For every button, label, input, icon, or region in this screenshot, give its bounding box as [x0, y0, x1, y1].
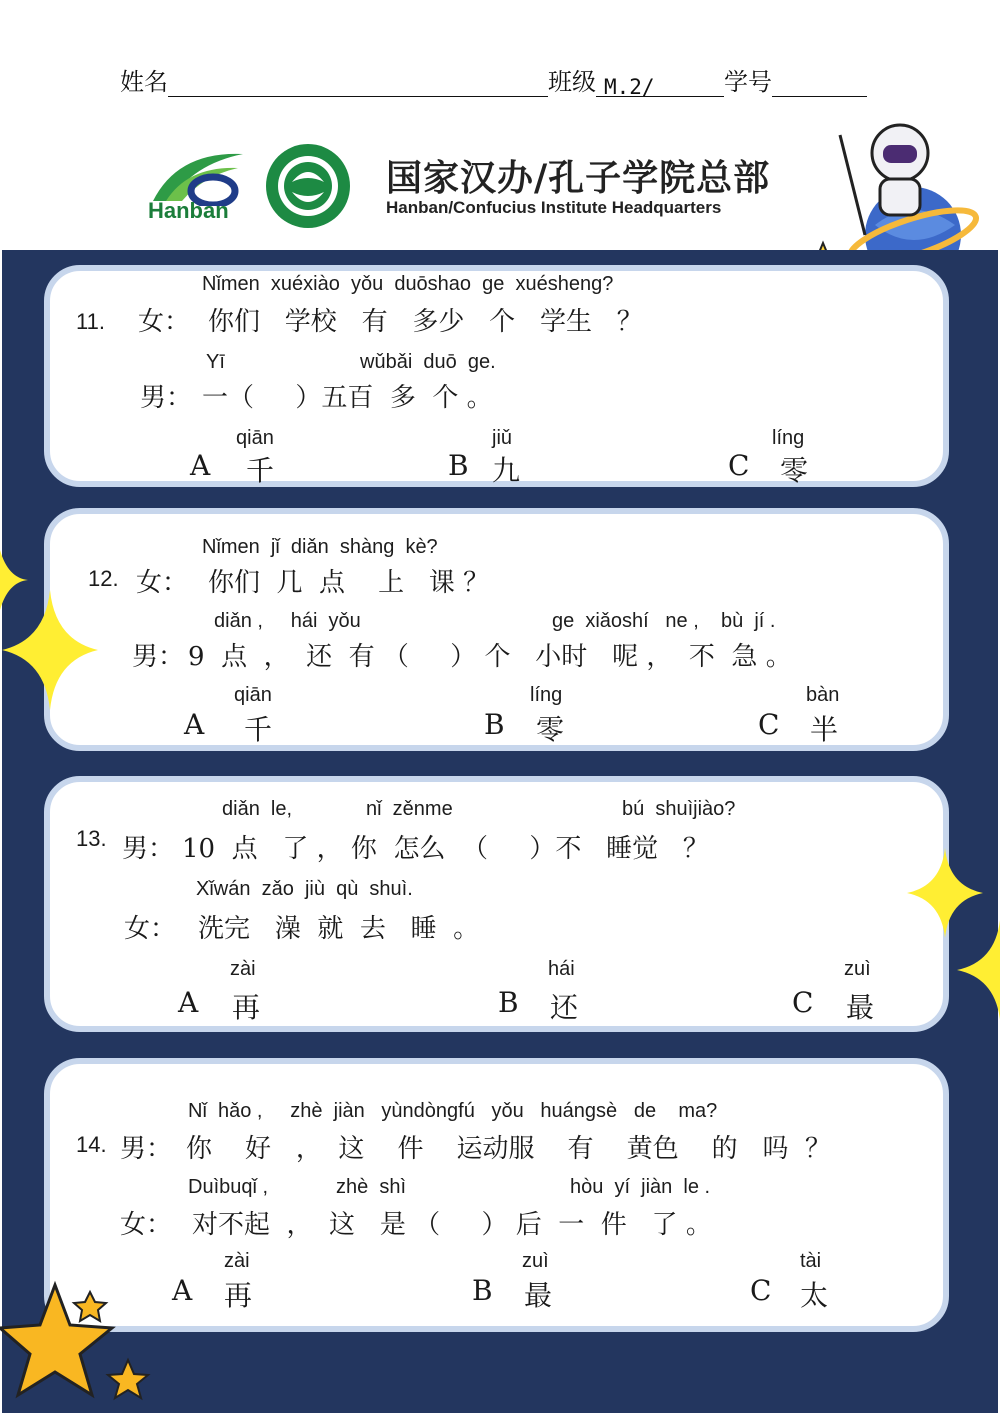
question-card-13: [44, 776, 949, 1032]
class-value: M.2/: [604, 75, 655, 99]
q14-option-b-pinyin: zuì: [522, 1250, 549, 1272]
confucius-institute-seal-icon: [264, 142, 352, 230]
q11-option-a-letter[interactable]: A: [190, 449, 211, 482]
q14-speaker-female: 女：: [120, 1210, 173, 1240]
q14-option-b-hanzi[interactable]: 最: [524, 1279, 553, 1312]
q11-speaker-male: 男：: [140, 383, 193, 413]
q13-speaker-male: 男：: [122, 834, 175, 864]
q12-option-b-letter[interactable]: B: [484, 708, 505, 741]
q11-answer-text: 一（ ）五百 多 个 。: [202, 383, 493, 413]
q12-speaker-female: 女：: [136, 568, 189, 598]
q11-option-c-letter[interactable]: C: [728, 449, 750, 482]
q12-option-a-hanzi[interactable]: 千: [244, 713, 273, 746]
q11-speaker-female: 女：: [138, 307, 191, 337]
question-card-11: [44, 265, 949, 487]
student-info-line: [120, 62, 867, 97]
q11-option-b-letter[interactable]: B: [448, 449, 469, 482]
q11-option-a-pinyin: qiān: [236, 427, 274, 449]
q13-speaker-female: 女：: [124, 914, 177, 944]
q12-speaker-male: 男：: [132, 642, 185, 672]
q11-option-b-pinyin: jiǔ: [492, 427, 513, 449]
q14-answer-text: 对不起 ， 这 是 （ ） 后 一 件 了 。: [192, 1210, 712, 1240]
q14-option-a-pinyin: zài: [224, 1250, 250, 1272]
q13-option-a-hanzi[interactable]: 再: [232, 991, 261, 1024]
q14-answer-pinyin-1: Duìbuqǐ ,: [188, 1176, 269, 1198]
q13-option-a-pinyin: zài: [230, 958, 256, 980]
question-card-14: [44, 1058, 949, 1332]
q14-option-c-hanzi[interactable]: 太: [800, 1279, 829, 1312]
q12-number: 12.: [88, 566, 119, 591]
q12-option-b-pinyin: líng: [530, 684, 563, 706]
q12-question-pinyin: Nǐmen jǐ diǎn shàng kè?: [202, 536, 438, 558]
q12-answer-pinyin-2: ge xiǎoshí ne , bù jí .: [552, 610, 776, 632]
q13-option-b-hanzi[interactable]: 还: [550, 991, 579, 1024]
q11-answer-pinyin-2: wǔbǎi duō ge.: [360, 351, 496, 373]
q12-answer-pinyin-1: diǎn , hái yǒu: [214, 610, 361, 632]
q12-option-c-letter[interactable]: C: [758, 708, 780, 741]
q13-option-b-letter[interactable]: B: [498, 986, 519, 1019]
q13-answer-pinyin: Xǐwán zǎo jiù qù shuì.: [196, 878, 413, 900]
sparkle-star-icon: [0, 590, 100, 710]
question-card-12: [44, 508, 949, 751]
ci-title: 国家汉办/孔子学院总部: [386, 157, 771, 199]
q13-question-pinyin-2: nǐ zěnme: [366, 798, 453, 820]
q11-option-c-pinyin: líng: [772, 427, 805, 449]
q12-option-c-hanzi[interactable]: 半: [810, 713, 839, 746]
name-label: 姓名: [120, 68, 168, 96]
number-label: 学号: [724, 68, 772, 96]
q13-option-c-pinyin: zuì: [844, 958, 871, 980]
q13-number: 13.: [76, 826, 107, 851]
q13-question-pinyin-3: bú shuìjiào?: [622, 798, 736, 820]
q14-option-b-letter[interactable]: B: [472, 1274, 493, 1307]
q14-question-text: 你 好 ， 这 件 运动服 有 黄色 的 吗 ？: [186, 1134, 831, 1164]
q12-option-c-pinyin: bàn: [806, 684, 840, 706]
q11-option-b-hanzi[interactable]: 九: [492, 454, 521, 487]
q11-option-a-hanzi[interactable]: 千: [246, 454, 275, 487]
class-label: 班级: [548, 68, 596, 96]
q13-question-text: 10 点 了 ， 你 怎么 （ ）不 睡觉 ？: [182, 834, 709, 864]
q11-option-c-hanzi[interactable]: 零: [780, 454, 809, 487]
number-blank[interactable]: [772, 72, 867, 97]
q14-option-a-letter[interactable]: A: [172, 1274, 193, 1307]
hanban-swoosh-icon: [148, 146, 248, 206]
q12-option-b-hanzi[interactable]: 零: [536, 713, 565, 746]
q13-option-c-hanzi[interactable]: 最: [846, 991, 875, 1024]
sparkle-star-icon: [955, 920, 1000, 1020]
class-blank[interactable]: [596, 72, 724, 97]
q14-option-c-pinyin: tài: [800, 1250, 822, 1272]
hanban-wordmark: Hanban: [148, 198, 229, 223]
q12-answer-text: 9 点 ， 还 有 （ ） 个 小时 呢 ， 不 急 。: [188, 642, 792, 672]
ci-subtitle: Hanban/Confucius Institute Headquarters: [386, 198, 722, 217]
q13-answer-text: 洗完 澡 就 去 睡 。: [198, 914, 480, 944]
q14-speaker-male: 男：: [120, 1134, 173, 1164]
q12-option-a-pinyin: qiān: [234, 684, 272, 706]
hanban-logo-banner: [140, 138, 820, 238]
q11-question-pinyin: Nǐmen xuéxiào yǒu duōshao ge xuésheng?: [202, 273, 614, 295]
q13-option-a-letter[interactable]: A: [178, 986, 199, 1019]
gold-stars-icon: [0, 1280, 160, 1413]
name-blank[interactable]: [168, 72, 548, 97]
q13-option-b-pinyin: hái: [548, 958, 575, 980]
q14-answer-pinyin-3: hòu yí jiàn le .: [570, 1176, 711, 1198]
q11-number: 11.: [76, 309, 105, 334]
q14-question-pinyin: Nǐ hǎo , zhè jiàn yùndòngfú yǒu huángsè de ma?: [188, 1100, 718, 1122]
q12-question-text: 你们 几 点 上 课 ？: [208, 568, 490, 598]
q11-question-text: 你们 学校 有 多少 个 学生 ？: [208, 307, 643, 337]
q12-option-a-letter[interactable]: A: [184, 708, 205, 741]
q13-option-c-letter[interactable]: C: [792, 986, 814, 1019]
q14-option-a-hanzi[interactable]: 再: [224, 1279, 253, 1312]
q11-answer-pinyin-1: Yī: [206, 351, 225, 373]
q14-answer-pinyin-2: zhè shì: [336, 1176, 407, 1198]
q14-number: 14.: [76, 1132, 107, 1157]
q13-question-pinyin-1: diǎn le,: [222, 798, 293, 820]
q14-option-c-letter[interactable]: C: [750, 1274, 772, 1307]
